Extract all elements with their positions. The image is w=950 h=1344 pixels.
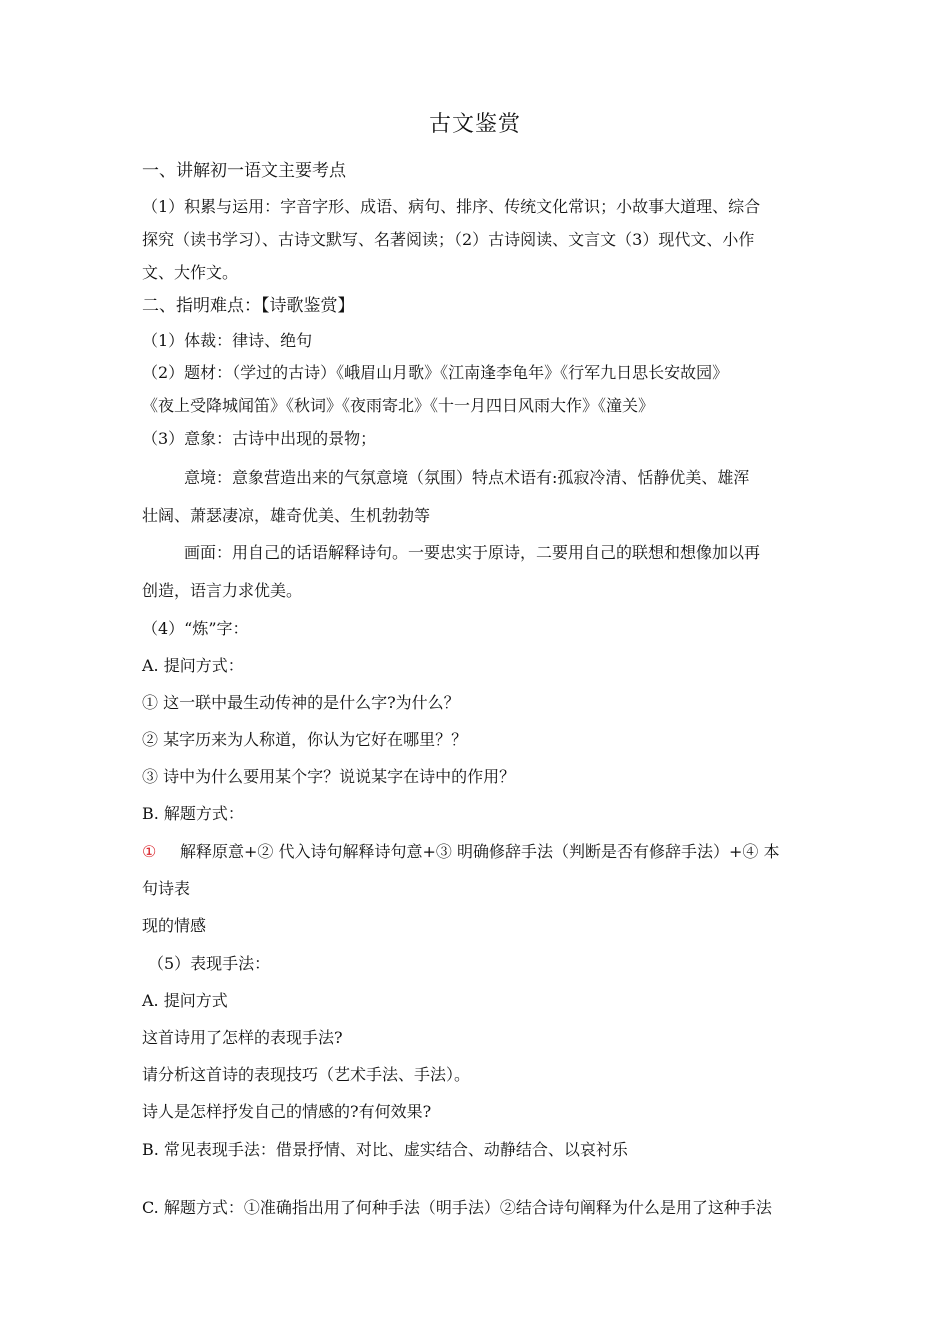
mood-line2: 壮阔、萧瑟凄凉，雄奇优美、生机勃勃等 (142, 506, 431, 525)
refine-heading: （4）“炼”字： (142, 619, 249, 638)
refine-step-marker: ① (142, 842, 157, 861)
genre-line: （1）体裁：律诗、绝句 (142, 331, 313, 350)
section1-heading: 一、讲解初一语文主要考点 (142, 161, 346, 181)
imagery-line: （3）意象：古诗中出现的景物； (142, 429, 377, 448)
subject-line1: （2）题材：（学过的古诗）《峨眉山月歌》《江南逢李龟年》《行军九日思长安故园》 (142, 363, 729, 382)
section2-heading: 二、指明难点：【诗歌鉴赏】 (142, 296, 355, 316)
refine-step-line3: 现的情感 (142, 916, 207, 935)
technique-solve-method: C. 解题方式：①准确指出用了何种手法（明手法）②结合诗句阐释为什么是用了这种手法 (142, 1198, 772, 1217)
subject-line2: 《夜上受降城闻笛》《秋词》《夜雨寄北》《十一月四日风雨大作》《潼关》 (142, 396, 655, 415)
refine-ask-label: A. 提问方式： (142, 656, 244, 675)
section1-para-line3: 文、大作文。 (142, 263, 239, 282)
technique-question-3: 诗人是怎样抒发自己的情感的?有何效果? (142, 1102, 432, 1121)
page-title: 古文鉴赏 (428, 112, 521, 137)
refine-question-3: ③ 诗中为什么要用某个字？说说某字在诗中的作用？ (142, 767, 516, 786)
refine-solve-label: B. 解题方式： (142, 804, 244, 823)
scene-line2: 创造，语言力求优美。 (142, 581, 303, 600)
technique-question-2: 请分析这首诗的表现技巧（艺术手法、手法）。 (142, 1065, 471, 1084)
refine-question-2: ② 某字历来为人称道，你认为它好在哪里？？ (142, 730, 468, 749)
technique-question-1: 这首诗用了怎样的表现手法? (142, 1028, 343, 1047)
scene-line1: 画面：用自己的话语解释诗句。一要忠实于原诗，二要用自己的联想和想像加以再 (184, 543, 761, 562)
refine-step-line2: 句诗表 (142, 879, 191, 898)
technique-common-list: B. 常见表现手法：借景抒情、对比、虚实结合、动静结合、以哀衬乐 (142, 1140, 628, 1159)
section1-para-line1: （1）积累与运用：字音字形、成语、病句、排序、传统文化常识；小故事大道理、综合 (142, 197, 761, 216)
section1-para-line2: 探究（读书学习）、古诗文默写、名著阅读；（2）古诗阅读、文言文（3）现代文、小作 (142, 230, 755, 249)
technique-ask-label: A. 提问方式 (142, 991, 228, 1010)
mood-line1: 意境：意象营造出来的气氛意境（氛围）特点术语有:孤寂冷清、恬静优美、雄浑 (184, 468, 750, 487)
refine-question-1: ① 这一联中最生动传神的是什么字?为什么？ (142, 693, 460, 712)
refine-step-line1: 解释原意+② 代入诗句解释诗句意+③ 明确修辞手法（判断是否有修辞手法）+④ 本 (180, 842, 780, 861)
technique-heading: （5）表现手法： (148, 954, 271, 973)
